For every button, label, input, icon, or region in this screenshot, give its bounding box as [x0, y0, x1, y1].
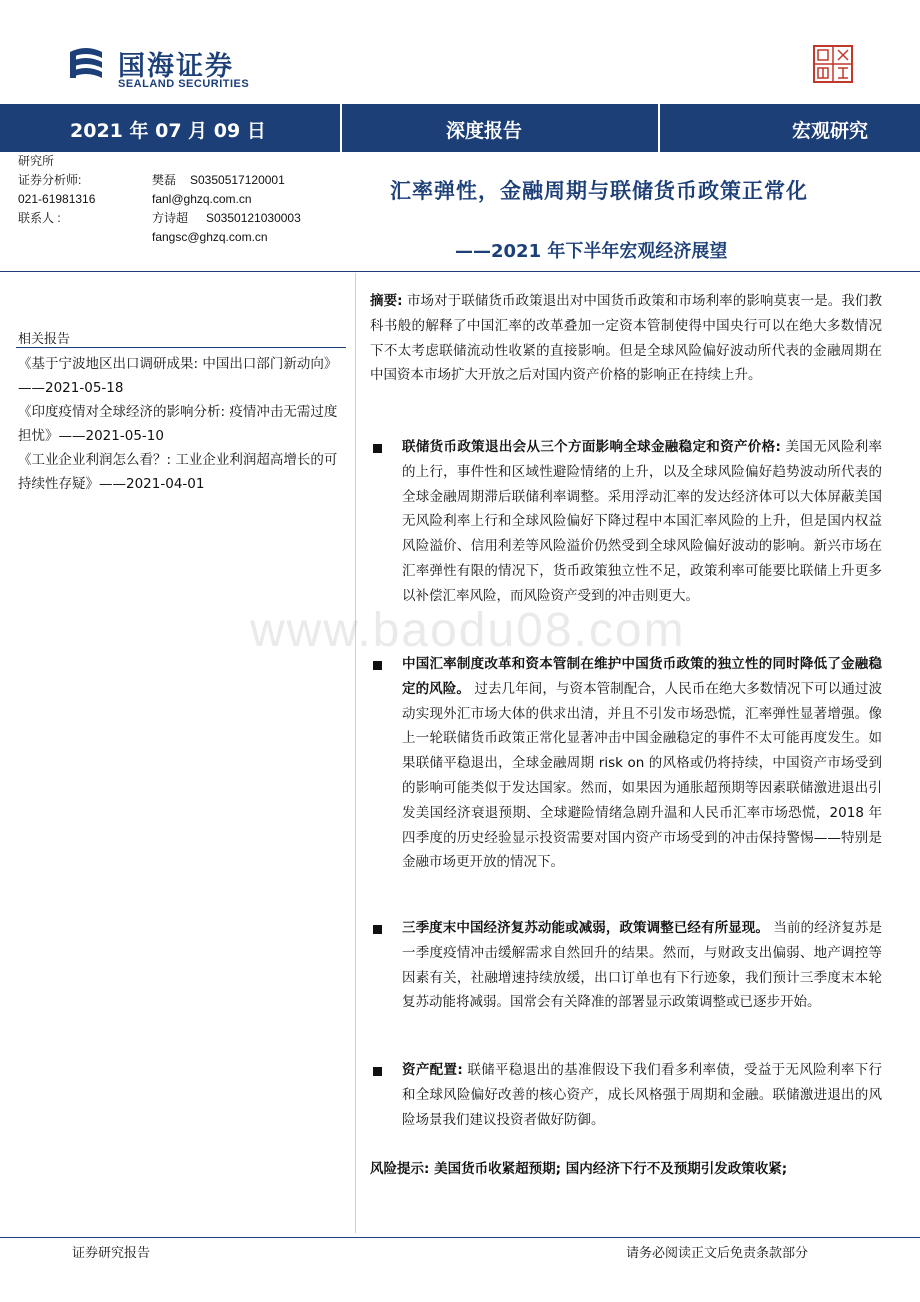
report-subtitle: ——2021 年下半年宏观经济展望 — [455, 241, 728, 262]
key-point-heading: 中国汇率制度改革和资本管制在维护中国货币政策的独立性的同时降低了金融稳定的风险。 — [402, 656, 882, 697]
analyst-email[interactable]: fanl@ghzq.com.cn — [152, 192, 252, 206]
contact-label: 联系人 : — [18, 211, 61, 225]
analyst-name: 樊磊 — [152, 173, 177, 187]
related-reports-list — [18, 352, 348, 496]
key-point — [402, 1058, 882, 1132]
key-point-heading: 联储货币政策退出会从三个方面影响全球金融稳定和资产价格: — [402, 439, 781, 455]
related-reports-heading: 相关报告 — [18, 332, 71, 347]
header-divider — [340, 104, 342, 152]
contact-name: 方诗超 — [152, 211, 189, 225]
dept-label: 研究所 — [18, 154, 55, 168]
research-seal-stamp — [812, 44, 854, 84]
related-report-link[interactable]: 《印度疫情对全球经济的影响分析: 疫情冲击无需过度担忧》——2021-05-10 — [18, 404, 338, 444]
column-divider — [355, 273, 356, 1233]
abstract-text: 市场对于联储货币政策退出对中国货币政策和市场利率的影响莫衷一是。我们教科书般的解释了中国汇率的改革叠加一定资本管制使得中国央行可以在绝大多数情况下不太考虑联储流动性收紧的直接影响。但是全球风险偏好波动所代表的金融周期在中国资本市场扩大开放之后对国内资产价格的影响正在持续上升。 — [370, 293, 883, 384]
bullet-square-icon — [373, 661, 382, 670]
risk-warning: 风险提示: 美国货币收紧超预期; 国内经济下行不及预期引发政策收紧; — [370, 1161, 788, 1177]
report-type: 深度报告 — [446, 120, 523, 142]
key-point-heading: 三季度末中国经济复苏动能或减弱，政策调整已经有所显现。 — [402, 920, 769, 936]
key-point-text: 联储平稳退出的基准假设下我们看多利率债，受益于无风险利率下行和全球风险偏好改善的核心资产，成长风格强于周期和金融。联储激进退出的风险场景我们建议投资者做好防御。 — [402, 1062, 882, 1128]
key-point — [402, 916, 882, 1015]
report-category: 宏观研究 — [792, 120, 869, 142]
footer-rule — [0, 1237, 920, 1238]
key-point — [402, 435, 882, 609]
bullet-square-icon — [373, 925, 382, 934]
bullet-square-icon — [373, 444, 382, 453]
sealand-logo-icon — [66, 44, 106, 84]
footer-disclaimer: 请务必阅读正文后免责条款部分 — [626, 1246, 809, 1261]
key-point-text: 美国无风险利率的上行，事件性和区域性避险情绪的上升，以及全球风险偏好趋势波动所代表的全球金融周期滞后联储利率调整。采用浮动汇率的发达经济体可以大体屏蔽美国无风险利率上行和全球风险偏好下降过程中本国汇率风险的上升，但是国内权益风险溢价、信用利差等风险溢价仍然受到全球风险偏好波动的影响。新兴市场在汇率弹性有限的情况下，货币政策独立性不足，政策利率可能要比联储上升更多以补偿汇率风险，而风险资产受到的冲击则更大。 — [402, 439, 882, 604]
related-reports-rule — [16, 347, 346, 348]
key-point-heading: 资产配置: — [402, 1062, 463, 1078]
abstract-label: 摘要: — [370, 293, 403, 309]
related-report-link[interactable]: 《基于宁波地区出口调研成果: 中国出口部门新动向》——2021-05-18 — [18, 356, 338, 396]
title-divider — [0, 271, 920, 272]
key-point-text: 过去几年间，与资本管制配合，人民币在绝大多数情况下可以通过波动实现外汇市场大体的供求出清，并且不引发市场恐慌，汇率弹性显著增强。像上一轮联储货币政策正常化显著冲击中国金融稳定的事件不太可能再度发生。如果联储平稳退出，全球金融周期 risk on 的风格或仍将持续，中国资产市场受到的影响可能类似于发达国家。然而，如果因为通胀超预期等因素联储激进退出引发美国经济衰退预期、全球避险情绪急剧升温和人民币汇率市场恐慌，2018 年四季度的历史经验显示投资需要对国内资产市场受到的冲击保持警惕——特别是金融市场更开放的情况下。 — [402, 680, 883, 871]
analyst-role-label: 证券分析师: — [18, 173, 82, 187]
key-point — [402, 652, 882, 875]
abstract-paragraph — [370, 289, 882, 388]
logo-english-name: SEALAND SECURITIES — [118, 78, 250, 90]
header-divider — [658, 104, 660, 152]
related-report-link[interactable]: 《工业企业利润怎么看？: 工业企业利润超高增长的可持续性存疑》——2021-04-01 — [18, 452, 338, 492]
contact-cert: S0350121030003 — [206, 211, 301, 225]
watermark: www.baodu08.com — [250, 604, 686, 657]
key-point-text: 当前的经济复苏是一季度疫情冲击缓解需求自然回升的结果。然而，与财政支出偏弱、地产调控等因素有关，社融增速持续放缓，出口订单也有下行迹象，我们预计三季度末本轮复苏动能将减弱。国常会有关降准的部署显示政策调整或已逐步开始。 — [402, 920, 883, 1011]
bullet-square-icon — [373, 1067, 382, 1076]
report-title: 汇率弹性，金融周期与联储货币政策正常化 — [390, 179, 808, 203]
report-date: 2021 年 07 月 09 日 — [70, 120, 266, 142]
analyst-cert: S0350517120001 — [190, 173, 285, 187]
footer-left-label: 证券研究报告 — [72, 1246, 151, 1261]
logo-chinese-name: 国海证券 — [118, 51, 234, 82]
contact-email[interactable]: fangsc@ghzq.com.cn — [152, 230, 268, 244]
analyst-phone: 021-61981316 — [18, 192, 96, 206]
